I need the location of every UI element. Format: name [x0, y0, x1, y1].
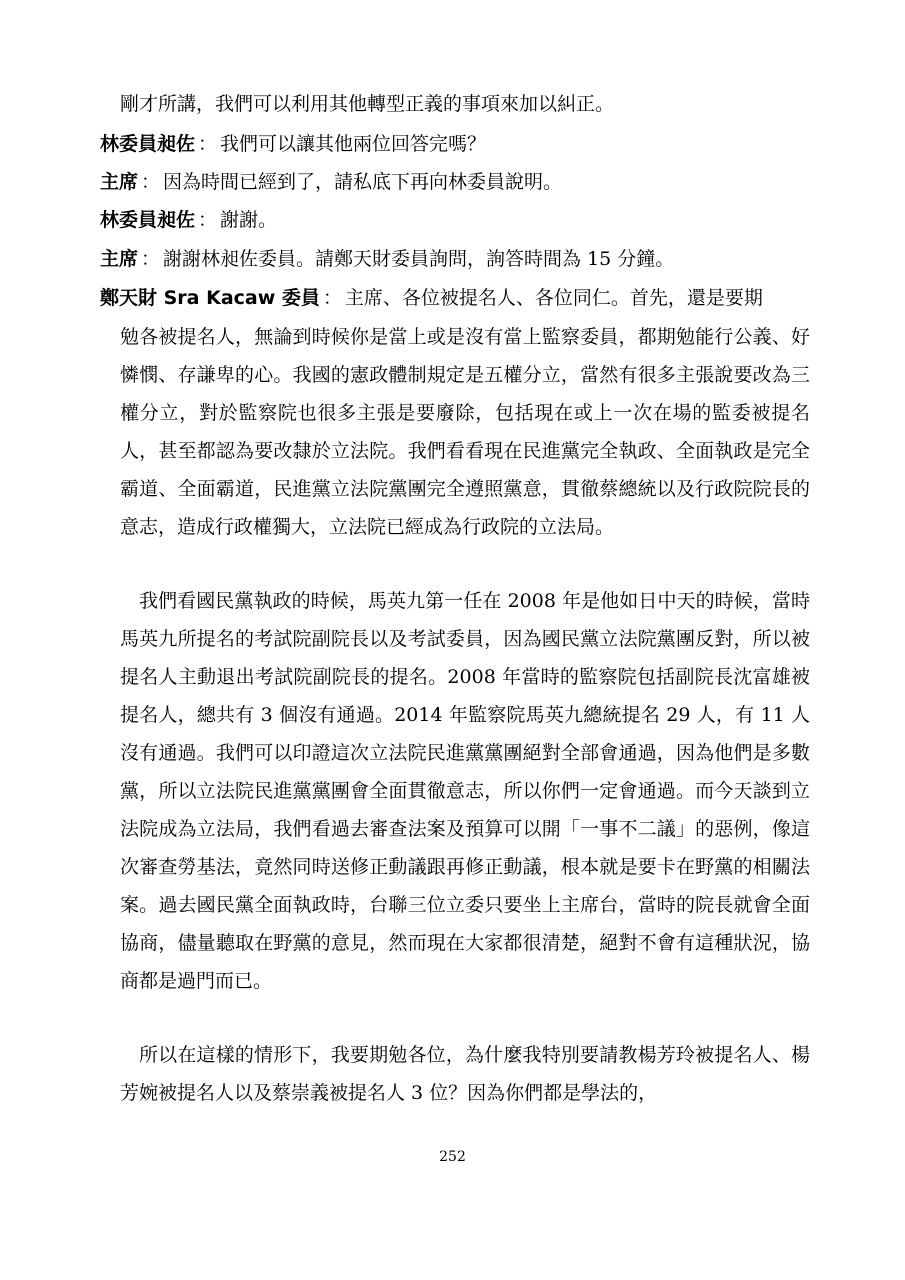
line-text: 剛才所講，我們可以利用其他轉型正義的事項來加以糾正。	[120, 93, 615, 115]
transcript-line	[0, 201, 905, 239]
speech-paragraph: 我們看國民黨執政的時候，馬英九第一任在 2008 年是他如日中天的時候，當時馬英九所提名的考試院副院長以及考試委員，因為國民黨立法院黨團反對，所以被提名人主動退出考試院副院長的提名。2008 年當時的監察院包括副院長沈富雄被提名人，總共有 3 個沒有通過。2014 年監察院馬英九總統提名 29 人，有 11 人沒有通過。我們可以印證這次立法院民進黨黨團絕對全部會通過，因為他們是多數黨，所以立法院民進黨黨團會全面貫徹意志，所以你們一定會通過。而今天談到立法院成為立法局，我們看過去審查法案及預算可以開「一事不二議」的惡例，像這次審查勞基法，竟然同時送修正動議跟再修正動議，根本就是要卡在野黨的相關法案。過去國民黨全面執政時，台聯三位立委只要坐上主席台，當時的院長就會全面協商，儘量聽取在野黨的意見，然而現在大家都很清楚，絕對不會有這種狀況，協商都是過門而已。	[120, 590, 810, 992]
transcript-line	[0, 240, 905, 278]
speaker-separator: ：	[198, 133, 218, 155]
line-text: 謝謝。	[220, 209, 278, 231]
speaker-separator: ：	[141, 171, 161, 193]
speaker-name: 主席	[100, 171, 139, 193]
speaker-name: 林委員昶佐	[100, 133, 196, 155]
transcript-line	[0, 125, 905, 163]
transcript-line	[0, 163, 905, 201]
speaker-name: 林委員昶佐	[100, 209, 196, 231]
transcript-line	[0, 85, 905, 123]
line-text: 主席、各位被提名人、各位同仁。首先，還是要期	[344, 287, 763, 309]
speaker-separator: ：	[198, 209, 218, 231]
speaker-name: 主席	[100, 248, 139, 270]
speaker-separator: ：	[322, 287, 342, 309]
speaker-name: 鄭天財 Sra Kacaw 委員	[100, 287, 320, 309]
line-text: 我們可以讓其他兩位回答完嗎？	[220, 133, 487, 155]
speech-paragraph: 勉各被提名人，無論到時候你是當上或是沒有當上監察委員，都期勉能行公義、好憐憫、存謙卑的心。我國的憲政體制規定是五權分立，當然有很多主張說要改為三權分立，對於監察院也很多主張是要廢除，包括現在或上一次在場的監委被提名人，甚至都認為要改隸於立法院。我們看看現在民進黨完全執政、全面執政是完全霸道、全面霸道，民進黨立法院黨團完全遵照黨意，貫徹蔡總統以及行政院院長的意志，造成行政權獨大，立法院已經成為行政院的立法局。	[120, 326, 810, 538]
speaker-separator: ：	[141, 248, 161, 270]
line-text: 謝謝林昶佐委員。請鄭天財委員詢問，詢答時間為 15 分鐘。	[163, 248, 675, 270]
speech-paragraph: 所以在這樣的情形下，我要期勉各位，為什麼我特別要請教楊芳玲被提名人、楊芳婉被提名人以及蔡崇義被提名人 3 位？因為你們都是學法的，	[120, 1044, 810, 1104]
page-number: 252	[439, 1149, 466, 1165]
line-text: 因為時間已經到了，請私底下再向林委員說明。	[163, 171, 563, 193]
transcript-line	[0, 279, 905, 317]
